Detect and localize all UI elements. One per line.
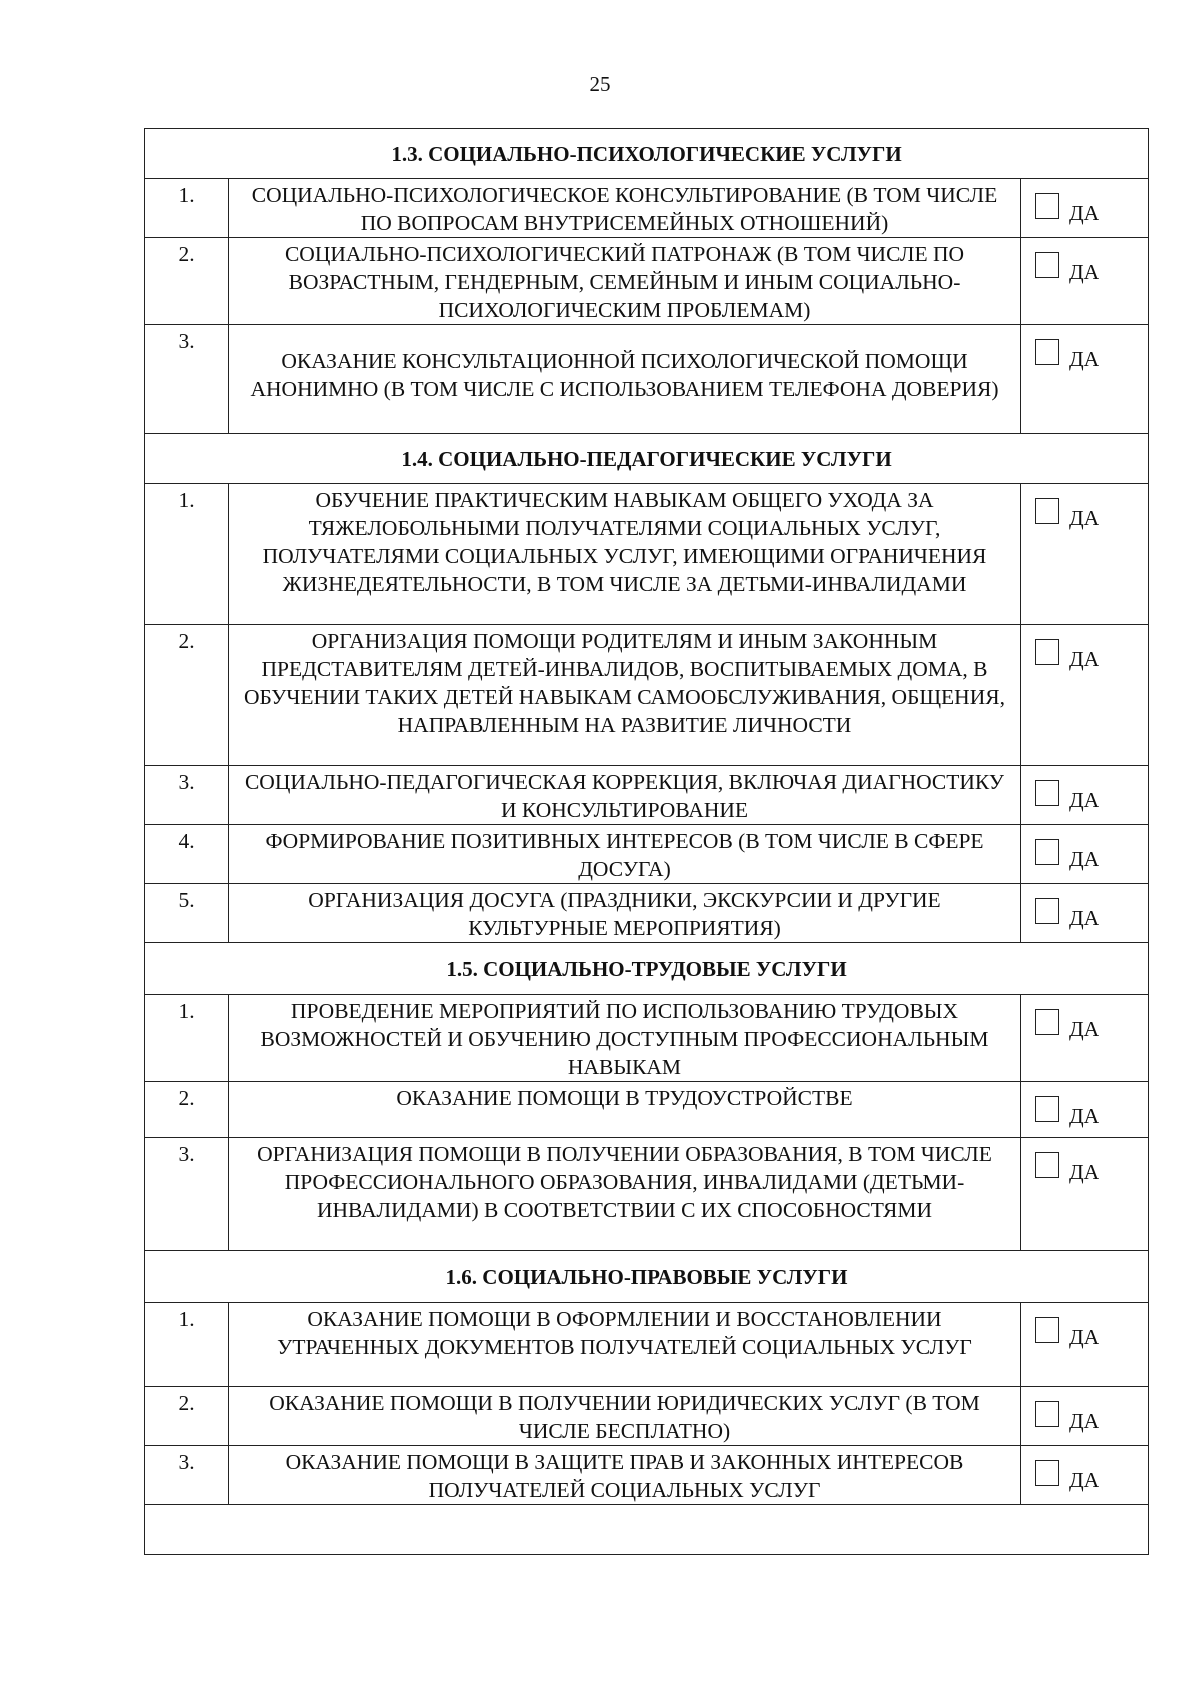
item-number: 2. [145, 1387, 229, 1446]
table-row [145, 884, 1149, 943]
service-description: ОКАЗАНИЕ ПОМОЩИ В ПОЛУЧЕНИИ ЮРИДИЧЕСКИХ УСЛУГ (В ТОМ ЧИСЛЕ БЕСПЛАТНО) [229, 1387, 1021, 1446]
checkbox-label: ДА [1069, 847, 1100, 871]
item-number: 4. [145, 825, 229, 884]
service-description: СОЦИАЛЬНО-ПСИХОЛОГИЧЕСКОЕ КОНСУЛЬТИРОВАНИЕ (В ТОМ ЧИСЛЕ ПО ВОПРОСАМ ВНУТРИСЕМЕЙНЫХ ОТНОШЕНИЙ) [229, 179, 1021, 238]
checkbox-label: ДА [1069, 1160, 1100, 1184]
service-description: ОРГАНИЗАЦИЯ ДОСУГА (ПРАЗДНИКИ, ЭКСКУРСИИ И ДРУГИЕ КУЛЬТУРНЫЕ МЕРОПРИЯТИЯ) [229, 884, 1021, 943]
checkbox-label: ДА [1069, 906, 1100, 930]
item-number: 3. [145, 325, 229, 434]
empty-row [145, 1505, 1149, 1555]
section-header-row [145, 129, 1149, 179]
service-description: ПРОВЕДЕНИЕ МЕРОПРИЯТИЙ ПО ИСПОЛЬЗОВАНИЮ ТРУДОВЫХ ВОЗМОЖНОСТЕЙ И ОБУЧЕНИЮ ДОСТУПНЫМ ПРОФЕССИОНАЛЬНЫМ НАВЫКАМ [229, 995, 1021, 1082]
checkbox[interactable] [1035, 839, 1059, 865]
table-row [145, 766, 1149, 825]
checkbox[interactable] [1035, 1460, 1059, 1486]
checkbox[interactable] [1035, 193, 1059, 219]
section-title: 1.4. СОЦИАЛЬНО-ПЕДАГОГИЧЕСКИЕ УСЛУГИ [145, 434, 1149, 484]
checkbox-label: ДА [1069, 201, 1100, 225]
section-title: 1.5. СОЦИАЛЬНО-ТРУДОВЫЕ УСЛУГИ [145, 943, 1149, 995]
checkbox-label: ДА [1069, 788, 1100, 812]
service-description: ОКАЗАНИЕ ПОМОЩИ В ЗАЩИТЕ ПРАВ И ЗАКОННЫХ ИНТЕРЕСОВ ПОЛУЧАТЕЛЕЙ СОЦИАЛЬНЫХ УСЛУГ [229, 1446, 1021, 1505]
service-description: ОРГАНИЗАЦИЯ ПОМОЩИ В ПОЛУЧЕНИИ ОБРАЗОВАНИЯ, В ТОМ ЧИСЛЕ ПРОФЕССИОНАЛЬНОГО ОБРАЗОВАНИЯ, ИНВАЛИДАМИ (ДЕТЬМИ-ИНВАЛИДАМИ) В СООТВЕТСТВИИ С ИХ СПОСОБНОСТЯМИ [229, 1138, 1021, 1251]
checkbox-label: ДА [1069, 1409, 1100, 1433]
checkbox[interactable] [1035, 1096, 1059, 1122]
page-number: 25 [589, 72, 611, 96]
table-row [145, 1387, 1149, 1446]
table-row [145, 1082, 1149, 1138]
table-row [145, 1303, 1149, 1387]
service-description: СОЦИАЛЬНО-ПЕДАГОГИЧЕСКАЯ КОРРЕКЦИЯ, ВКЛЮЧАЯ ДИАГНОСТИКУ И КОНСУЛЬТИРОВАНИЕ [229, 766, 1021, 825]
table-row [145, 1446, 1149, 1505]
item-number: 3. [145, 1446, 229, 1505]
checkbox[interactable] [1035, 1401, 1059, 1427]
checkbox[interactable] [1035, 780, 1059, 806]
item-number: 1. [145, 179, 229, 238]
checkbox-label: ДА [1069, 647, 1100, 671]
table-row [145, 1138, 1149, 1251]
checkbox-label: ДА [1069, 1104, 1100, 1128]
section-header-row [145, 1251, 1149, 1303]
service-description: ФОРМИРОВАНИЕ ПОЗИТИВНЫХ ИНТЕРЕСОВ (В ТОМ ЧИСЛЕ В СФЕРЕ ДОСУГА) [229, 825, 1021, 884]
checkbox-label: ДА [1069, 1468, 1100, 1492]
checkbox-label: ДА [1069, 347, 1100, 371]
checkbox[interactable] [1035, 639, 1059, 665]
service-description: СОЦИАЛЬНО-ПСИХОЛОГИЧЕСКИЙ ПАТРОНАЖ (В ТОМ ЧИСЛЕ ПО ВОЗРАСТНЫМ, ГЕНДЕРНЫМ, СЕМЕЙНЫМ И ИНЫМ СОЦИАЛЬНО- ПСИХОЛОГИЧЕСКИМ ПРОБЛЕМАМ) [229, 238, 1021, 325]
checkbox[interactable] [1035, 252, 1059, 278]
item-number: 5. [145, 884, 229, 943]
item-number: 1. [145, 1303, 229, 1387]
checkbox-label: ДА [1069, 260, 1100, 284]
checkbox-label: ДА [1069, 506, 1100, 530]
table-row [145, 238, 1149, 325]
item-number: 1. [145, 484, 229, 625]
item-number: 3. [145, 766, 229, 825]
item-number: 2. [145, 1082, 229, 1138]
service-description: ОРГАНИЗАЦИЯ ПОМОЩИ РОДИТЕЛЯМ И ИНЫМ ЗАКОННЫМ ПРЕДСТАВИТЕЛЯМ ДЕТЕЙ-ИНВАЛИДОВ, ВОСПИТЫВАЕМЫХ ДОМА, В ОБУЧЕНИИ ТАКИХ ДЕТЕЙ НАВЫКАМ САМООБСЛУЖИВАНИЯ, ОБЩЕНИЯ, НАПРАВЛЕННЫМ НА РАЗВИТИЕ ЛИЧНОСТИ [229, 625, 1021, 766]
item-number: 3. [145, 1138, 229, 1251]
checkbox-label: ДА [1069, 1325, 1100, 1349]
service-description: ОБУЧЕНИЕ ПРАКТИЧЕСКИМ НАВЫКАМ ОБЩЕГО УХОДА ЗА ТЯЖЕЛОБОЛЬНЫМИ ПОЛУЧАТЕЛЯМИ СОЦИАЛЬНЫХ УСЛУГ, ПОЛУЧАТЕЛЯМИ СОЦИАЛЬНЫХ УСЛУГ, ИМЕЮЩИМИ ОГРАНИЧЕНИЯ ЖИЗНЕДЕЯТЕЛЬНОСТИ, В ТОМ ЧИСЛЕ ЗА ДЕТЬМИ-ИНВАЛИДАМИ [229, 484, 1021, 625]
checkbox-label: ДА [1069, 1017, 1100, 1041]
table-row [145, 995, 1149, 1082]
table-row [145, 825, 1149, 884]
empty-cell [145, 1505, 1149, 1555]
table-row [145, 325, 1149, 434]
table-row [145, 179, 1149, 238]
services-table [144, 128, 1149, 1555]
section-header-row [145, 943, 1149, 995]
checkbox[interactable] [1035, 1152, 1059, 1178]
section-title: 1.6. СОЦИАЛЬНО-ПРАВОВЫЕ УСЛУГИ [145, 1251, 1149, 1303]
item-number: 1. [145, 995, 229, 1082]
section-header-row [145, 434, 1149, 484]
item-number: 2. [145, 238, 229, 325]
table-row [145, 484, 1149, 625]
table-row [145, 625, 1149, 766]
checkbox[interactable] [1035, 339, 1059, 365]
checkbox[interactable] [1035, 898, 1059, 924]
service-description: ОКАЗАНИЕ ПОМОЩИ В ОФОРМЛЕНИИ И ВОССТАНОВЛЕНИИ УТРАЧЕННЫХ ДОКУМЕНТОВ ПОЛУЧАТЕЛЕЙ СОЦИАЛЬНЫХ УСЛУГ [229, 1303, 1021, 1387]
checkbox[interactable] [1035, 1317, 1059, 1343]
checkbox[interactable] [1035, 1009, 1059, 1035]
section-title: 1.3. СОЦИАЛЬНО-ПСИХОЛОГИЧЕСКИЕ УСЛУГИ [145, 129, 1149, 179]
service-description: ОКАЗАНИЕ КОНСУЛЬТАЦИОННОЙ ПСИХОЛОГИЧЕСКОЙ ПОМОЩИ АНОНИМНО (В ТОМ ЧИСЛЕ С ИСПОЛЬЗОВАНИЕМ ТЕЛЕФОНА ДОВЕРИЯ) [229, 325, 1021, 434]
checkbox[interactable] [1035, 498, 1059, 524]
item-number: 2. [145, 625, 229, 766]
service-description: ОКАЗАНИЕ ПОМОЩИ В ТРУДОУСТРОЙСТВЕ [229, 1082, 1021, 1138]
